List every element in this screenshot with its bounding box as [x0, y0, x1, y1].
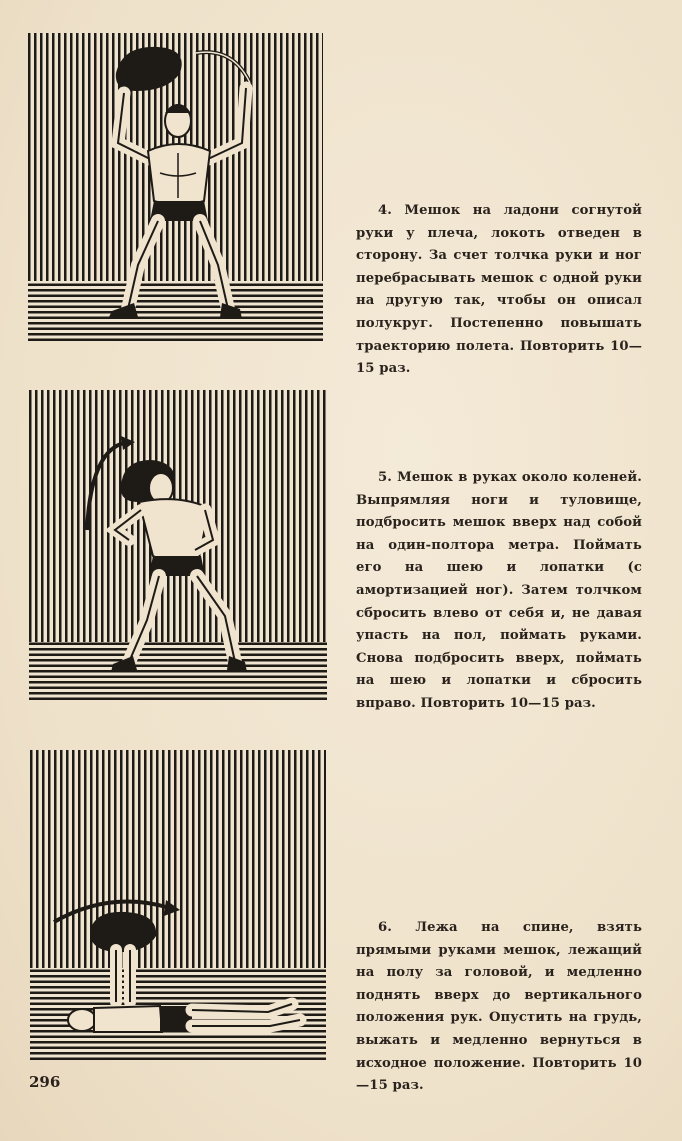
man-catching-sandbag-on-shoulders-icon [29, 390, 327, 700]
man-tossing-sandbag-overhead-icon [28, 33, 323, 341]
page-number: 296 [29, 1073, 61, 1091]
exercise-text: 6. Лежа на спине, взять прямыми руками мешок, лежащий на полу за головой, и медленно поднять вверх до вертикального положения рук. Опустить на грудь, выжать и медленно вернуться в исходное положение. Повторить 10—15 раз. [356, 920, 642, 1094]
exercise-text: 4. Мешок на ладони согнутой руки у плеча, локоть отведен в сторону. За счет толчка руки и ног перебрасывать мешок с одной руки на другую так, чтобы он описал полукруг. Постепенно повышать траекторию полета. Повторить 10—15 раз. [356, 203, 642, 377]
exercise-5-description [356, 467, 642, 716]
exercise-text: 5. Мешок в руках около коленей. Выпрямляя ноги и туловище, подбросить мешок вверх над собой на один-полтора метра. Поймать его на шею и лопатки (с амортизацией ног). Затем толчком сбросить влево от себя и, не давая упасть на пол, поймать руками. Снова подбросить вверх, поймать на шею и лопатки и сбросить вправо. Повторить 10—15 раз. [356, 470, 642, 711]
illustration-exercise-5 [29, 390, 327, 700]
illustration-exercise-6 [30, 750, 326, 1060]
man-lying-lifting-sandbag-icon [30, 750, 326, 1060]
exercise-6-description [356, 917, 642, 1098]
illustration-exercise-4 [28, 33, 323, 341]
exercise-4-description [356, 200, 642, 381]
